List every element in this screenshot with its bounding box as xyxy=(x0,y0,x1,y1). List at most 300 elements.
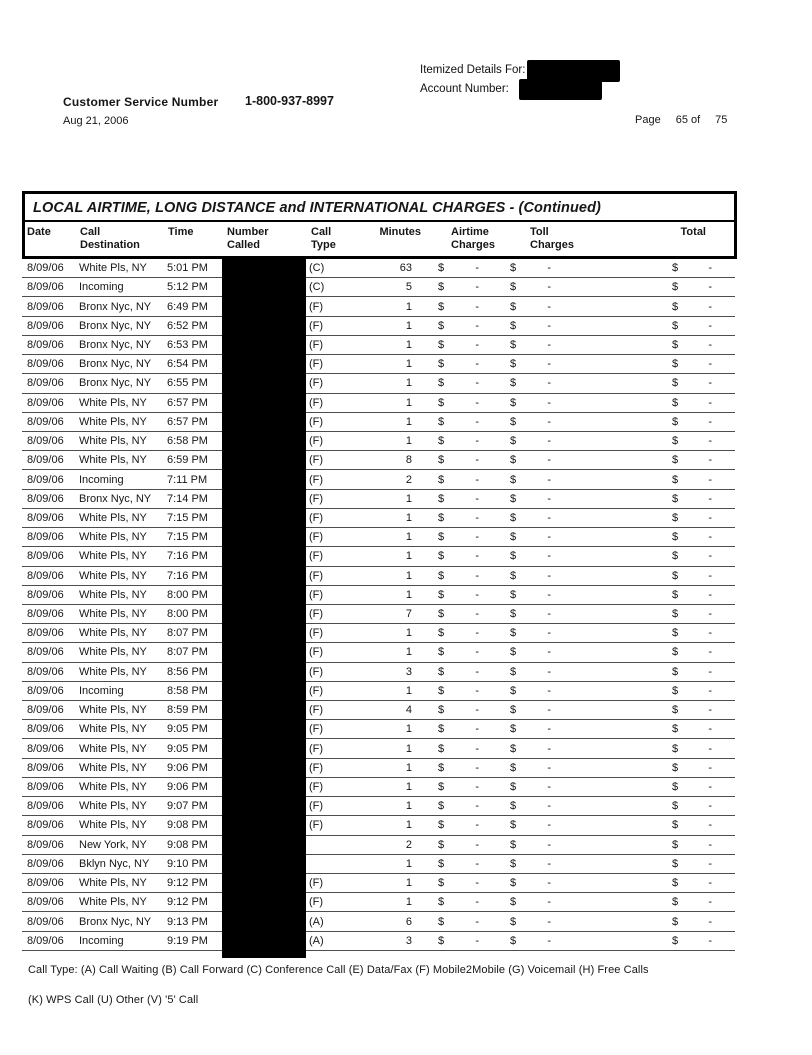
cell-total xyxy=(582,397,735,409)
toll-amount: - xyxy=(547,473,551,486)
currency-symbol: $ xyxy=(672,281,679,294)
cell-airtime-charges xyxy=(422,262,492,274)
toll-amount: - xyxy=(547,684,551,697)
cell-call-type: (F) xyxy=(309,665,324,678)
cell-time: 7:16 PM xyxy=(167,550,208,563)
cell-date: 8/09/06 xyxy=(27,896,64,909)
cell-minutes: 6 xyxy=(405,915,412,928)
cell-minutes: 4 xyxy=(405,704,412,717)
table-row xyxy=(22,759,735,778)
currency-symbol: $ xyxy=(438,723,445,736)
currency-symbol: $ xyxy=(510,761,517,774)
total-amount: - xyxy=(708,896,712,909)
cell-airtime-charges xyxy=(422,320,492,332)
currency-symbol: $ xyxy=(438,473,445,486)
airtime-amount: - xyxy=(475,511,479,524)
currency-symbol: $ xyxy=(510,454,517,467)
cell-call-type: (F) xyxy=(309,396,324,409)
cell-destination: Bronx Nyc, NY xyxy=(79,338,152,351)
currency-symbol: $ xyxy=(510,781,517,794)
cell-destination: White Pls, NY xyxy=(79,415,147,428)
currency-symbol: $ xyxy=(672,819,679,832)
cell-call-type: (F) xyxy=(309,896,324,909)
cell-time: 6:59 PM xyxy=(167,454,208,467)
airtime-amount: - xyxy=(475,934,479,947)
cell-time: 9:05 PM xyxy=(167,742,208,755)
cell-time: 9:08 PM xyxy=(167,838,208,851)
cell-total xyxy=(582,570,735,582)
currency-symbol: $ xyxy=(510,281,517,294)
currency-symbol: $ xyxy=(438,531,445,544)
cell-destination: White Pls, NY xyxy=(79,435,147,448)
cell-destination: White Pls, NY xyxy=(79,511,147,524)
cell-time: 7:15 PM xyxy=(167,531,208,544)
currency-symbol: $ xyxy=(438,396,445,409)
currency-symbol: $ xyxy=(438,742,445,755)
currency-symbol: $ xyxy=(672,588,679,601)
cell-airtime-charges xyxy=(422,858,492,870)
airtime-amount: - xyxy=(475,262,479,275)
cell-date: 8/09/06 xyxy=(27,934,64,947)
currency-symbol: $ xyxy=(672,531,679,544)
cell-date: 8/09/06 xyxy=(27,262,64,275)
total-amount: - xyxy=(708,300,712,313)
cell-destination: White Pls, NY xyxy=(79,588,147,601)
currency-symbol: $ xyxy=(672,665,679,678)
currency-symbol: $ xyxy=(510,550,517,563)
table-row xyxy=(22,336,735,355)
cell-minutes: 1 xyxy=(405,819,412,832)
table-row xyxy=(22,432,735,451)
page-label: Page xyxy=(635,114,661,126)
cell-time: 5:01 PM xyxy=(167,262,208,275)
table-row xyxy=(22,586,735,605)
cell-total xyxy=(582,666,735,678)
cell-toll-charges xyxy=(492,281,582,293)
currency-symbol: $ xyxy=(438,511,445,524)
cell-time: 9:12 PM xyxy=(167,877,208,890)
cell-minutes: 1 xyxy=(405,300,412,313)
cell-toll-charges xyxy=(492,589,582,601)
cell-toll-charges xyxy=(492,435,582,447)
cell-total xyxy=(582,320,735,332)
cell-total xyxy=(582,877,735,889)
cell-airtime-charges xyxy=(422,589,492,601)
currency-symbol: $ xyxy=(438,934,445,947)
currency-symbol: $ xyxy=(672,569,679,582)
table-row xyxy=(22,874,735,893)
column-header-minutes: Minutes xyxy=(379,226,421,238)
cell-toll-charges xyxy=(492,493,582,505)
cell-destination: Bronx Nyc, NY xyxy=(79,492,152,505)
toll-amount: - xyxy=(547,704,551,717)
column-header-toll-charges: Toll Charges xyxy=(530,226,575,251)
currency-symbol: $ xyxy=(510,800,517,813)
cell-airtime-charges xyxy=(422,531,492,543)
airtime-amount: - xyxy=(475,492,479,505)
toll-amount: - xyxy=(547,550,551,563)
cell-call-type: (F) xyxy=(309,781,324,794)
toll-amount: - xyxy=(547,415,551,428)
cell-airtime-charges xyxy=(422,608,492,620)
table-row xyxy=(22,394,735,413)
toll-amount: - xyxy=(547,896,551,909)
total-amount: - xyxy=(708,319,712,332)
cell-time: 9:06 PM xyxy=(167,761,208,774)
toll-amount: - xyxy=(547,915,551,928)
currency-symbol: $ xyxy=(510,704,517,717)
cell-minutes: 1 xyxy=(405,896,412,909)
cell-date: 8/09/06 xyxy=(27,550,64,563)
cell-toll-charges xyxy=(492,454,582,466)
cell-toll-charges xyxy=(492,377,582,389)
cell-destination: White Pls, NY xyxy=(79,896,147,909)
statement-date: Aug 21, 2006 xyxy=(63,115,129,127)
table-row xyxy=(22,490,735,509)
toll-amount: - xyxy=(547,262,551,275)
cell-total xyxy=(582,935,735,947)
currency-symbol: $ xyxy=(438,915,445,928)
cell-call-type: (F) xyxy=(309,569,324,582)
cell-minutes: 1 xyxy=(405,569,412,582)
cell-airtime-charges xyxy=(422,397,492,409)
cell-total xyxy=(582,550,735,562)
cell-toll-charges xyxy=(492,627,582,639)
currency-symbol: $ xyxy=(438,358,445,371)
total-amount: - xyxy=(708,704,712,717)
cell-call-type: (F) xyxy=(309,435,324,448)
cell-destination: Bklyn Nyc, NY xyxy=(79,857,150,870)
total-amount: - xyxy=(708,358,712,371)
airtime-amount: - xyxy=(475,454,479,467)
cell-call-type: (F) xyxy=(309,511,324,524)
cell-time: 8:58 PM xyxy=(167,684,208,697)
charges-table xyxy=(22,191,737,951)
cell-airtime-charges xyxy=(422,762,492,774)
currency-symbol: $ xyxy=(438,627,445,640)
cell-time: 9:19 PM xyxy=(167,934,208,947)
currency-symbol: $ xyxy=(672,608,679,621)
cell-minutes: 2 xyxy=(405,473,412,486)
cell-airtime-charges xyxy=(422,935,492,947)
total-amount: - xyxy=(708,338,712,351)
cell-airtime-charges xyxy=(422,454,492,466)
cell-destination: White Pls, NY xyxy=(79,569,147,582)
cell-time: 8:07 PM xyxy=(167,627,208,640)
cell-time: 6:49 PM xyxy=(167,300,208,313)
toll-amount: - xyxy=(547,396,551,409)
currency-symbol: $ xyxy=(510,684,517,697)
cell-toll-charges xyxy=(492,800,582,812)
cell-destination: White Pls, NY xyxy=(79,550,147,563)
currency-symbol: $ xyxy=(672,492,679,505)
toll-amount: - xyxy=(547,627,551,640)
airtime-amount: - xyxy=(475,896,479,909)
airtime-amount: - xyxy=(475,569,479,582)
cell-total xyxy=(582,743,735,755)
currency-symbol: $ xyxy=(672,723,679,736)
total-amount: - xyxy=(708,838,712,851)
cell-destination: Incoming xyxy=(79,934,124,947)
cell-destination: White Pls, NY xyxy=(79,665,147,678)
cell-minutes: 1 xyxy=(405,358,412,371)
cell-date: 8/09/06 xyxy=(27,646,64,659)
total-amount: - xyxy=(708,646,712,659)
cell-time: 7:11 PM xyxy=(167,473,208,486)
currency-symbol: $ xyxy=(672,915,679,928)
cell-total xyxy=(582,435,735,447)
cell-time: 8:07 PM xyxy=(167,646,208,659)
column-header-number-called: Number Called xyxy=(227,226,269,251)
cell-total xyxy=(582,454,735,466)
cell-time: 9:12 PM xyxy=(167,896,208,909)
cell-total xyxy=(582,281,735,293)
table-row xyxy=(22,643,735,662)
currency-symbol: $ xyxy=(438,454,445,467)
cell-toll-charges xyxy=(492,781,582,793)
cell-destination: Bronx Nyc, NY xyxy=(79,915,152,928)
cell-airtime-charges xyxy=(422,646,492,658)
currency-symbol: $ xyxy=(672,396,679,409)
customer-service-label: Customer Service Number xyxy=(63,95,219,109)
currency-symbol: $ xyxy=(672,454,679,467)
cell-toll-charges xyxy=(492,397,582,409)
cell-toll-charges xyxy=(492,608,582,620)
toll-amount: - xyxy=(547,761,551,774)
toll-amount: - xyxy=(547,531,551,544)
cell-minutes: 1 xyxy=(405,627,412,640)
toll-amount: - xyxy=(547,435,551,448)
currency-symbol: $ xyxy=(672,435,679,448)
cell-toll-charges xyxy=(492,743,582,755)
cell-destination: White Pls, NY xyxy=(79,742,147,755)
currency-symbol: $ xyxy=(510,877,517,890)
cell-airtime-charges xyxy=(422,358,492,370)
cell-airtime-charges xyxy=(422,819,492,831)
cell-toll-charges xyxy=(492,704,582,716)
cell-date: 8/09/06 xyxy=(27,742,64,755)
cell-minutes: 3 xyxy=(405,934,412,947)
cell-destination: White Pls, NY xyxy=(79,781,147,794)
currency-symbol: $ xyxy=(672,358,679,371)
currency-symbol: $ xyxy=(510,819,517,832)
cell-call-type: (F) xyxy=(309,800,324,813)
cell-total xyxy=(582,762,735,774)
currency-symbol: $ xyxy=(510,435,517,448)
cell-total xyxy=(582,800,735,812)
cell-time: 8:00 PM xyxy=(167,588,208,601)
cell-total xyxy=(582,685,735,697)
cell-date: 8/09/06 xyxy=(27,781,64,794)
currency-symbol: $ xyxy=(510,319,517,332)
cell-call-type: (F) xyxy=(309,415,324,428)
cell-date: 8/09/06 xyxy=(27,300,64,313)
cell-airtime-charges xyxy=(422,416,492,428)
cell-time: 8:59 PM xyxy=(167,704,208,717)
total-amount: - xyxy=(708,877,712,890)
cell-time: 9:05 PM xyxy=(167,723,208,736)
cell-time: 9:08 PM xyxy=(167,819,208,832)
airtime-amount: - xyxy=(475,415,479,428)
cell-call-type: (F) xyxy=(309,531,324,544)
cell-minutes: 1 xyxy=(405,742,412,755)
airtime-amount: - xyxy=(475,877,479,890)
cell-date: 8/09/06 xyxy=(27,761,64,774)
cell-total xyxy=(582,858,735,870)
cell-toll-charges xyxy=(492,839,582,851)
airtime-amount: - xyxy=(475,857,479,870)
cell-toll-charges xyxy=(492,262,582,274)
currency-symbol: $ xyxy=(438,646,445,659)
cell-time: 9:13 PM xyxy=(167,915,208,928)
cell-destination: White Pls, NY xyxy=(79,627,147,640)
table-row xyxy=(22,297,735,316)
cell-time: 7:16 PM xyxy=(167,569,208,582)
currency-symbol: $ xyxy=(510,742,517,755)
cell-date: 8/09/06 xyxy=(27,857,64,870)
cell-destination: White Pls, NY xyxy=(79,531,147,544)
total-amount: - xyxy=(708,262,712,275)
cell-date: 8/09/06 xyxy=(27,800,64,813)
airtime-amount: - xyxy=(475,704,479,717)
airtime-amount: - xyxy=(475,473,479,486)
cell-minutes: 1 xyxy=(405,415,412,428)
cell-airtime-charges xyxy=(422,877,492,889)
cell-airtime-charges xyxy=(422,800,492,812)
toll-amount: - xyxy=(547,877,551,890)
airtime-amount: - xyxy=(475,723,479,736)
toll-amount: - xyxy=(547,857,551,870)
cell-toll-charges xyxy=(492,819,582,831)
airtime-amount: - xyxy=(475,338,479,351)
cell-destination: Incoming xyxy=(79,684,124,697)
table-row xyxy=(22,893,735,912)
currency-symbol: $ xyxy=(672,473,679,486)
cell-total xyxy=(582,781,735,793)
cell-toll-charges xyxy=(492,858,582,870)
table-row xyxy=(22,720,735,739)
cell-toll-charges xyxy=(492,685,582,697)
total-amount: - xyxy=(708,819,712,832)
cell-call-type: (F) xyxy=(309,588,324,601)
cell-minutes: 1 xyxy=(405,396,412,409)
total-amount: - xyxy=(708,569,712,582)
currency-symbol: $ xyxy=(438,819,445,832)
currency-symbol: $ xyxy=(438,781,445,794)
currency-symbol: $ xyxy=(438,415,445,428)
cell-time: 6:52 PM xyxy=(167,319,208,332)
total-amount: - xyxy=(708,781,712,794)
cell-call-type: (F) xyxy=(309,819,324,832)
table-row xyxy=(22,547,735,566)
cell-airtime-charges xyxy=(422,723,492,735)
currency-symbol: $ xyxy=(672,684,679,697)
cell-date: 8/09/06 xyxy=(27,511,64,524)
cell-total xyxy=(582,704,735,716)
cell-minutes: 2 xyxy=(405,838,412,851)
toll-amount: - xyxy=(547,723,551,736)
redacted-account-number xyxy=(519,79,602,100)
cell-destination: White Pls, NY xyxy=(79,608,147,621)
cell-total xyxy=(582,916,735,928)
currency-symbol: $ xyxy=(510,262,517,275)
cell-airtime-charges xyxy=(422,627,492,639)
cell-date: 8/09/06 xyxy=(27,435,64,448)
cell-minutes: 1 xyxy=(405,761,412,774)
cell-minutes: 1 xyxy=(405,435,412,448)
cell-destination: Bronx Nyc, NY xyxy=(79,300,152,313)
cell-date: 8/09/06 xyxy=(27,877,64,890)
cell-time: 9:10 PM xyxy=(167,857,208,870)
cell-minutes: 1 xyxy=(405,588,412,601)
currency-symbol: $ xyxy=(672,646,679,659)
currency-symbol: $ xyxy=(510,511,517,524)
cell-total xyxy=(582,608,735,620)
table-row xyxy=(22,413,735,432)
column-headers xyxy=(25,222,734,256)
currency-symbol: $ xyxy=(510,896,517,909)
account-number-label: Account Number: xyxy=(420,82,509,95)
cell-toll-charges xyxy=(492,531,582,543)
currency-symbol: $ xyxy=(510,358,517,371)
total-amount: - xyxy=(708,800,712,813)
currency-symbol: $ xyxy=(438,262,445,275)
toll-amount: - xyxy=(547,742,551,755)
table-row xyxy=(22,567,735,586)
toll-amount: - xyxy=(547,511,551,524)
cell-airtime-charges xyxy=(422,377,492,389)
total-amount: - xyxy=(708,531,712,544)
cell-time: 9:07 PM xyxy=(167,800,208,813)
table-row xyxy=(22,797,735,816)
currency-symbol: $ xyxy=(510,627,517,640)
currency-symbol: $ xyxy=(672,627,679,640)
cell-airtime-charges xyxy=(422,704,492,716)
cell-airtime-charges xyxy=(422,550,492,562)
airtime-amount: - xyxy=(475,800,479,813)
cell-total xyxy=(582,301,735,313)
cell-call-type: (F) xyxy=(309,877,324,890)
currency-symbol: $ xyxy=(672,704,679,717)
cell-airtime-charges xyxy=(422,685,492,697)
total-amount: - xyxy=(708,627,712,640)
toll-amount: - xyxy=(547,781,551,794)
toll-amount: - xyxy=(547,454,551,467)
currency-symbol: $ xyxy=(438,704,445,717)
toll-amount: - xyxy=(547,569,551,582)
cell-destination: White Pls, NY xyxy=(79,723,147,736)
toll-amount: - xyxy=(547,338,551,351)
toll-amount: - xyxy=(547,934,551,947)
toll-amount: - xyxy=(547,646,551,659)
cell-call-type: (F) xyxy=(309,550,324,563)
currency-symbol: $ xyxy=(438,588,445,601)
toll-amount: - xyxy=(547,588,551,601)
call-type-legend-line1: Call Type: (A) Call Waiting (B) Call Forward (C) Conference Call (E) Data/Fax (F) Mobile2Mobile (G) Voicemail (H) Free Calls xyxy=(28,964,649,976)
cell-date: 8/09/06 xyxy=(27,492,64,505)
cell-destination: White Pls, NY xyxy=(79,761,147,774)
cell-minutes: 63 xyxy=(399,262,412,275)
cell-destination: White Pls, NY xyxy=(79,819,147,832)
cell-airtime-charges xyxy=(422,743,492,755)
column-header-airtime-charges: Airtime Charges xyxy=(451,226,496,251)
cell-call-type: (F) xyxy=(309,684,324,697)
cell-airtime-charges xyxy=(422,916,492,928)
table-row xyxy=(22,528,735,547)
airtime-amount: - xyxy=(475,684,479,697)
cell-call-type: (F) xyxy=(309,492,324,505)
cell-total xyxy=(582,819,735,831)
